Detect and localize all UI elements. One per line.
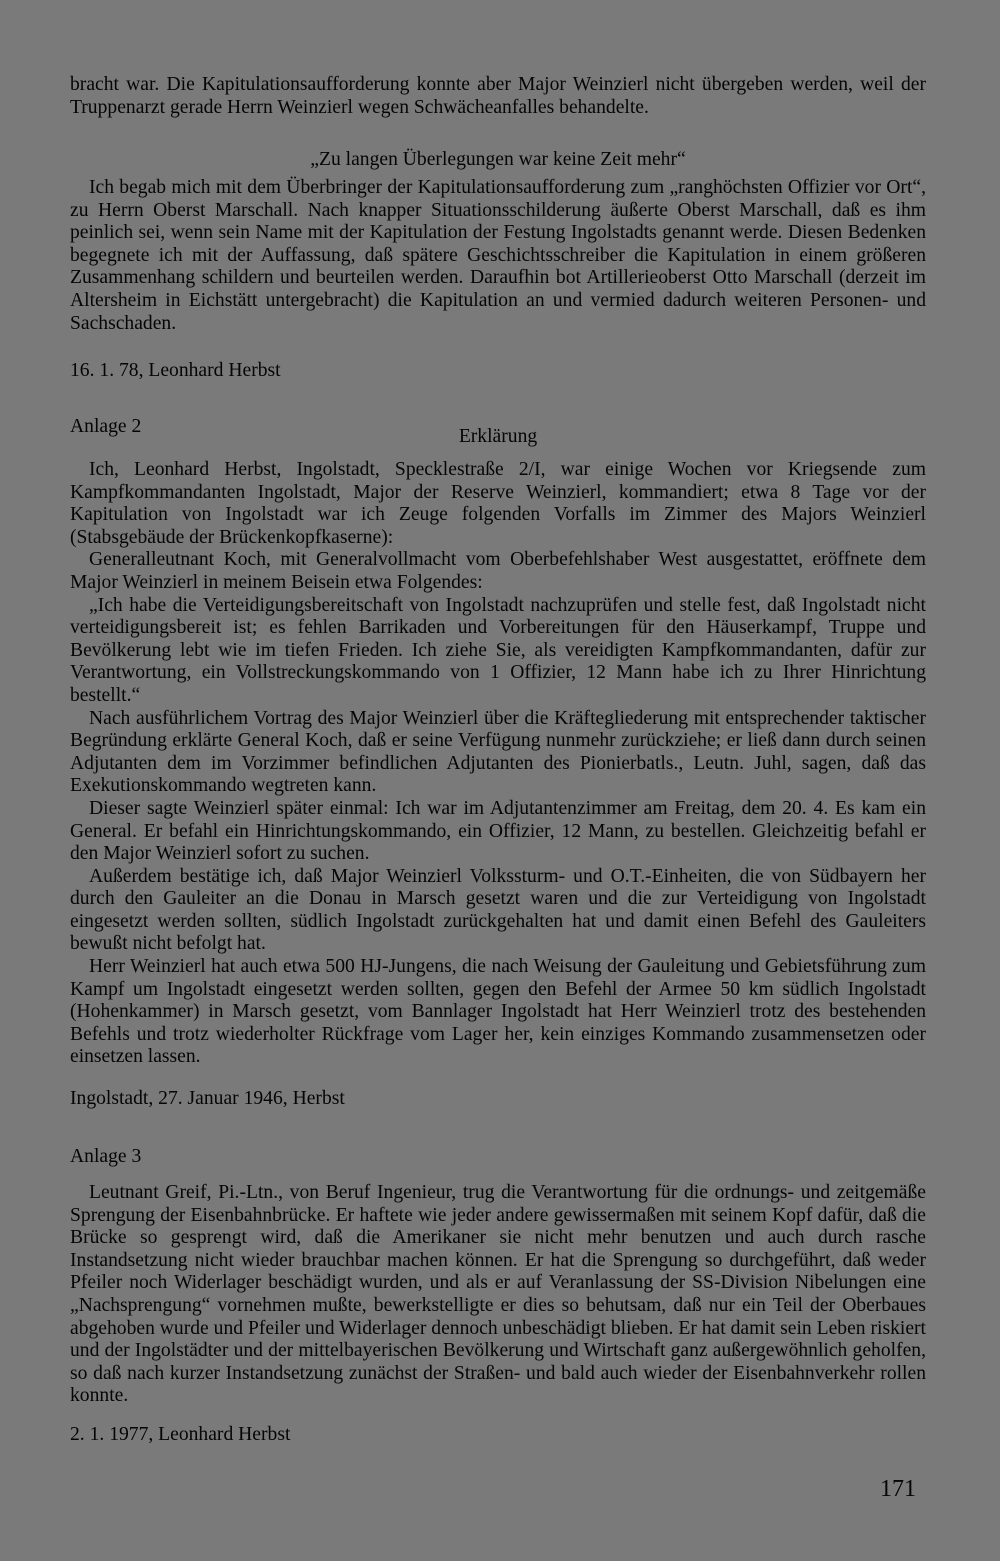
anlage2-signature: Ingolstadt, 27. Januar 1946, Herbst — [70, 1088, 345, 1109]
anlage2-body — [70, 459, 926, 1069]
anlage2-paragraph: „Ich habe die Verteidigungsbereitschaft von Ingolstadt nachzuprüfen und stelle fest, daß Ingolstadt nicht verteidigungsbereit ist; es fehlen Barrikaden und Vorbereitungen für den Häuserkampf, Truppe und Bevölkerung lebt wie im tiefen Frieden. Ich ziehe Sie, als vereidigten Kampfkommandanten, dafür zur Verantwortung, ein Vollstreckungskommando von 1 Offizier, 12 Mann habe ich zu Ihrer Hinrichtung bestellt.“ — [70, 594, 926, 706]
anlage2-label: Anlage 2 — [70, 416, 142, 437]
page-number: 171 — [880, 1476, 916, 1502]
section1-signature: 16. 1. 78, Leonhard Herbst — [70, 360, 281, 381]
anlage3-body — [70, 1182, 926, 1408]
anlage2-paragraph: Ich, Leonhard Herbst, Ingolstadt, Specklestraße 2/I, war einige Wochen vor Kriegsende zum Kampfkommandanten Ingolstadt, Major der Reserve Weinzierl, kommandiert; etwa 8 Tage vor der Kapitulation von Ingolstadt war ich Zeuge folgenden Vorfalls im Zimmer des Majors Weinzierl (Stabsgebäude der Brückenkopfkaserne): — [70, 459, 926, 548]
section1-paragraph: Ich begab mich mit dem Überbringer der Kapitulationsaufforderung zum „ranghöchsten Offizier vor Ort“, zu Herrn Oberst Marschall. Nach knapper Situationsschilderung äußerte Oberst Marschall, daß es ihm peinlich sei, wenn sein Name mit der Kapitulation der Festung Ingolstadts genannt werde. Diesen Bedenken begegnete ich mit der Auffassung, daß spätere Geschichtsschreiber die Kapitulation in einem größeren Zusammenhang schildern und beurteilen werden. Daraufhin bot Artillerieoberst Otto Marschall (derzeit im Altersheim in Eichstätt untergebracht) die Kapitulation an und vermied dadurch weiteren Personen- und Sachschaden. — [70, 177, 926, 334]
section-heading: „Zu langen Überlegungen war keine Zeit mehr“ — [310, 149, 686, 170]
intro-paragraph: bracht war. Die Kapitulationsaufforderung konnte aber Major Weinzierl nicht übergeben werden, weil der Truppenarzt gerade Herrn Weinzierl wegen Schwächeanfalles behandelte. — [70, 74, 926, 118]
anlage3-signature: 2. 1. 1977, Leonhard Herbst — [70, 1424, 291, 1445]
anlage2-paragraph: Dieser sagte Weinzierl später einmal: Ich war im Adjutantenzimmer am Freitag, dem 20. 4. Es kam ein General. Er befahl ein Hinrichtungskommando, ein Offizier, 12 Mann, zu bestellen. Gleichzeitig befahl er den Major Weinzierl sofort zu suchen. — [70, 797, 926, 865]
anlage3-label: Anlage 3 — [70, 1146, 142, 1167]
anlage2-paragraph: Nach ausführlichem Vortrag des Major Weinzierl über die Kräftegliederung mit entsprechender taktischer Begründung erklärte General Koch, daß er seine Verfügung nunmehr zurückziehe; er ließ dann durch seinen Adjutanten dem im Vorzimmer befindlichen Adjutanten des Pionierbatls., Leutn. Juhl, sagen, daß das Exekutionskommando wegtreten kann. — [70, 707, 926, 797]
anlage2-paragraph: Herr Weinzierl hat auch etwa 500 HJ-Jungens, die nach Weisung der Gauleitung und Gebietsführung zum Kampf um Ingolstadt eingesetzt werden sollten, gegen den Befehl der Armee 50 km südlich Ingolstadt (Hohenkammer) in Marsch gesetzt, vom Bannlager Ingolstadt hat Herr Weinzierl trotz des bestehenden Befehls und trotz wiederholter Rückfrage vom Lager her, kein einziges Kommando zusammensetzen oder einsetzen lassen. — [70, 956, 926, 1068]
anlage2-paragraph: Generalleutnant Koch, mit Generalvollmacht vom Oberbefehlshaber West ausgestattet, eröffnete dem Major Weinzierl in meinem Beisein etwa Folgendes: — [70, 549, 926, 593]
intro-section — [70, 74, 926, 119]
anlage2-paragraph: Außerdem bestätige ich, daß Major Weinzierl Volkssturm- und O.T.-Einheiten, die von Südbayern her durch den Gauleiter an die Donau in Marsch gesetzt waren und die zur Verteidigung von Ingolstadt eingesetzt werden sollten, südlich Ingolstadt zurückgehalten hat und damit einen Befehl des Gauleiters bewußt nicht befolgt hat. — [70, 865, 926, 955]
section1-body — [70, 177, 926, 335]
anlage3-paragraph: Leutnant Greif, Pi.-Ltn., von Beruf Ingenieur, trug die Verantwortung für die ordnungs- und zeitgemäße Sprengung der Eisenbahnbrücke. Er haftete wie jeder andere gewissermaßen mit seinem Kopf dafür, daß die Brücke so gesprengt wird, daß die Amerikaner sie nicht mehr benutzen und auch durch rasche Instandsetzung nicht wieder brauchbar machen können. Er hat die Sprengung so durchgeführt, daß weder Pfeiler noch Widerlager beschädigt wurden, und als er auf Veranlassung der SS-Division Nibelungen eine „Nachsprengung“ vornehmen mußte, bewerkstelligte er dies so behutsam, daß nur ein Teil der Oberbaues abgehoben wurde und Pfeiler und Widerlager dennoch unbeschädigt blieben. Er hat damit sein Leben riskiert und der Ingolstädter und der mittelbayerischen Bevölkerung und Wirtschaft ganz außergewöhnlich geholfen, so daß nach kurzer Instandsetzung zunächst der Straßen- und bald auch wieder der Eisenbahnverkehr rollen konnte. — [70, 1182, 926, 1407]
anlage2-heading: Erklärung — [458, 426, 538, 447]
